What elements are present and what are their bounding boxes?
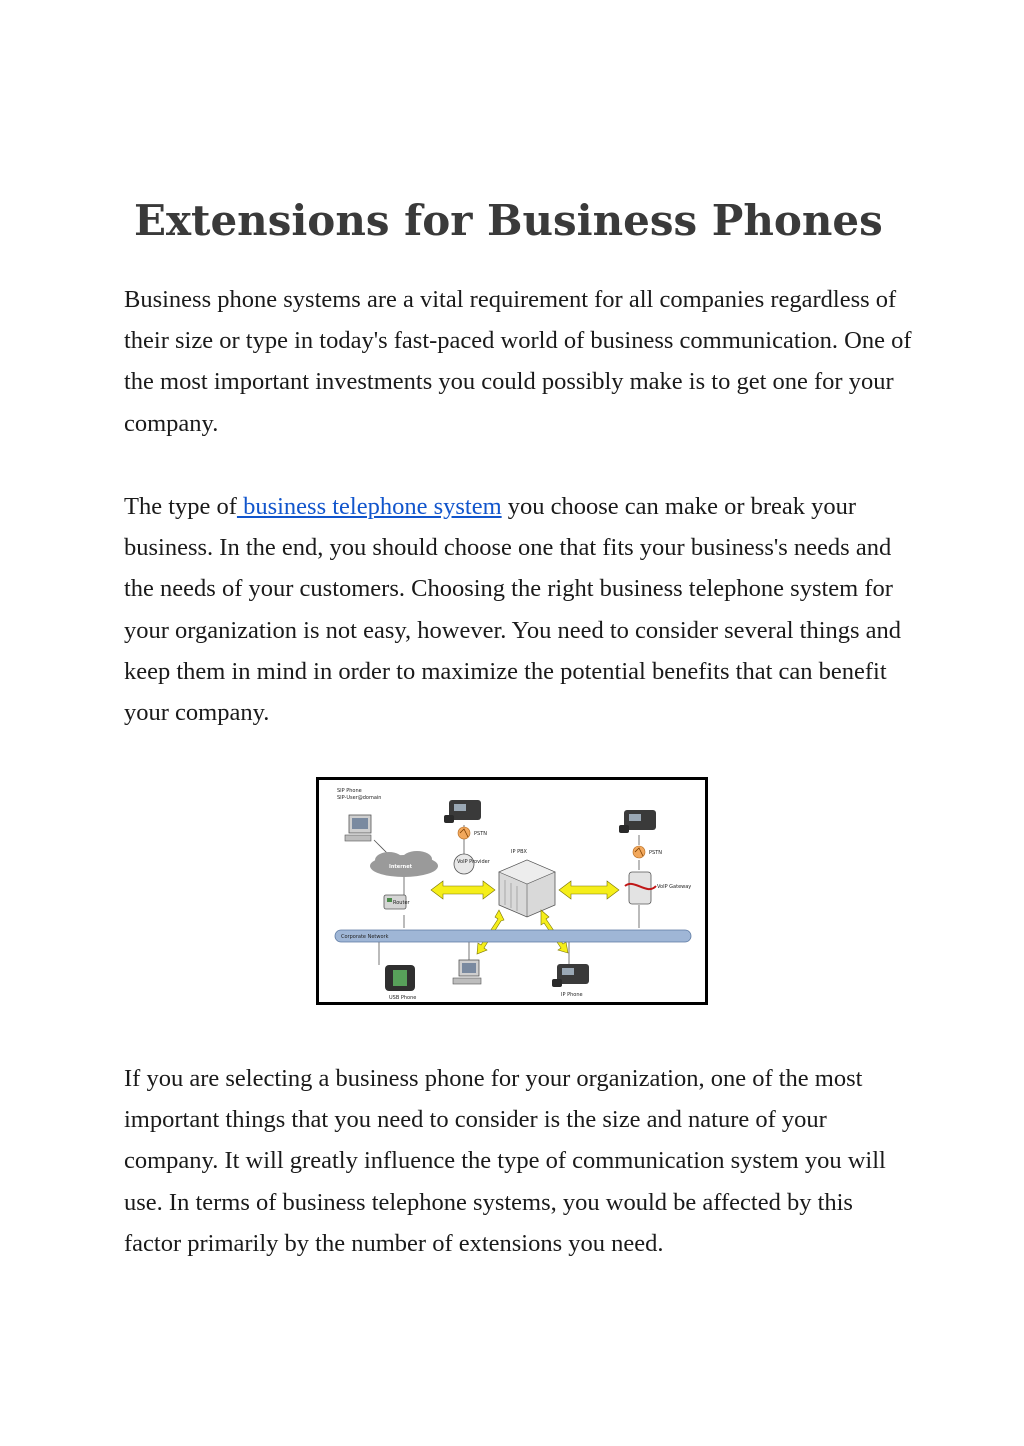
usb-phone-label: USB Phone: [389, 995, 417, 1001]
ip-phone-label: IP Phone: [561, 992, 583, 998]
usb-phone-icon: [385, 965, 415, 991]
paragraph-text-before-link: The type of: [124, 493, 237, 520]
ip-pbx-label: IP PBX: [511, 849, 527, 855]
pstn-left-label: PSTN: [474, 831, 487, 837]
ip-pbx-network-diagram: [316, 777, 708, 1005]
corporate-network-label: Corporate Network: [341, 934, 389, 940]
gateway-desk-phone-icon: [619, 810, 656, 833]
desk-phone-icon: [444, 800, 481, 823]
ip-pbx-server-icon: [499, 860, 555, 917]
ip-phone-icon: [552, 964, 589, 987]
pstn-right-label: PSTN: [649, 850, 662, 856]
page-title: Extensions for Business Phones: [134, 196, 883, 245]
company-size-paragraph: If you are selecting a business phone for your organization, one of the most important things that you need to consider is the size and nature of your company. It will greatly influence the type of communication system you will use. In terms of business telephone systems, you would be affected by this factor primarily by the number of extensions you need.: [124, 1065, 886, 1257]
voip-provider-label: VoIP Provider: [457, 859, 490, 865]
router-label: Router: [393, 900, 410, 906]
workstation-computer-icon: [453, 960, 481, 984]
selection-paragraph: [124, 486, 914, 733]
business-telephone-system-link[interactable]: business telephone system: [236, 493, 502, 520]
sip-phone-label: SIP Phone: [337, 788, 362, 794]
sip-user-label: SIP-User@domain: [337, 795, 382, 801]
voip-gateway-icon: [625, 872, 656, 904]
intro-paragraph: Business phone systems are a vital requirement for all companies regardless of their size or type in today's fast-paced world of business communication. One of the most important investments you could possibly make is to get one for your company.: [124, 286, 912, 437]
pstn-right-icon: [633, 846, 645, 858]
pstn-left-icon: [458, 827, 470, 839]
internet-label: Internet: [389, 864, 413, 870]
paragraph-text-after-link: you choose can make or break your business. In the end, you should choose one that fits your business's needs and the needs of your customers. Choosing the right business telephone system for your organization is not easy, however. You need to consider several things and keep them in mind in order to maximize the potential benefits that can benefit your company.: [124, 493, 902, 727]
sip-phone-computer-icon: [345, 815, 371, 841]
voip-gateway-label: VoIP Gateway: [657, 884, 692, 890]
